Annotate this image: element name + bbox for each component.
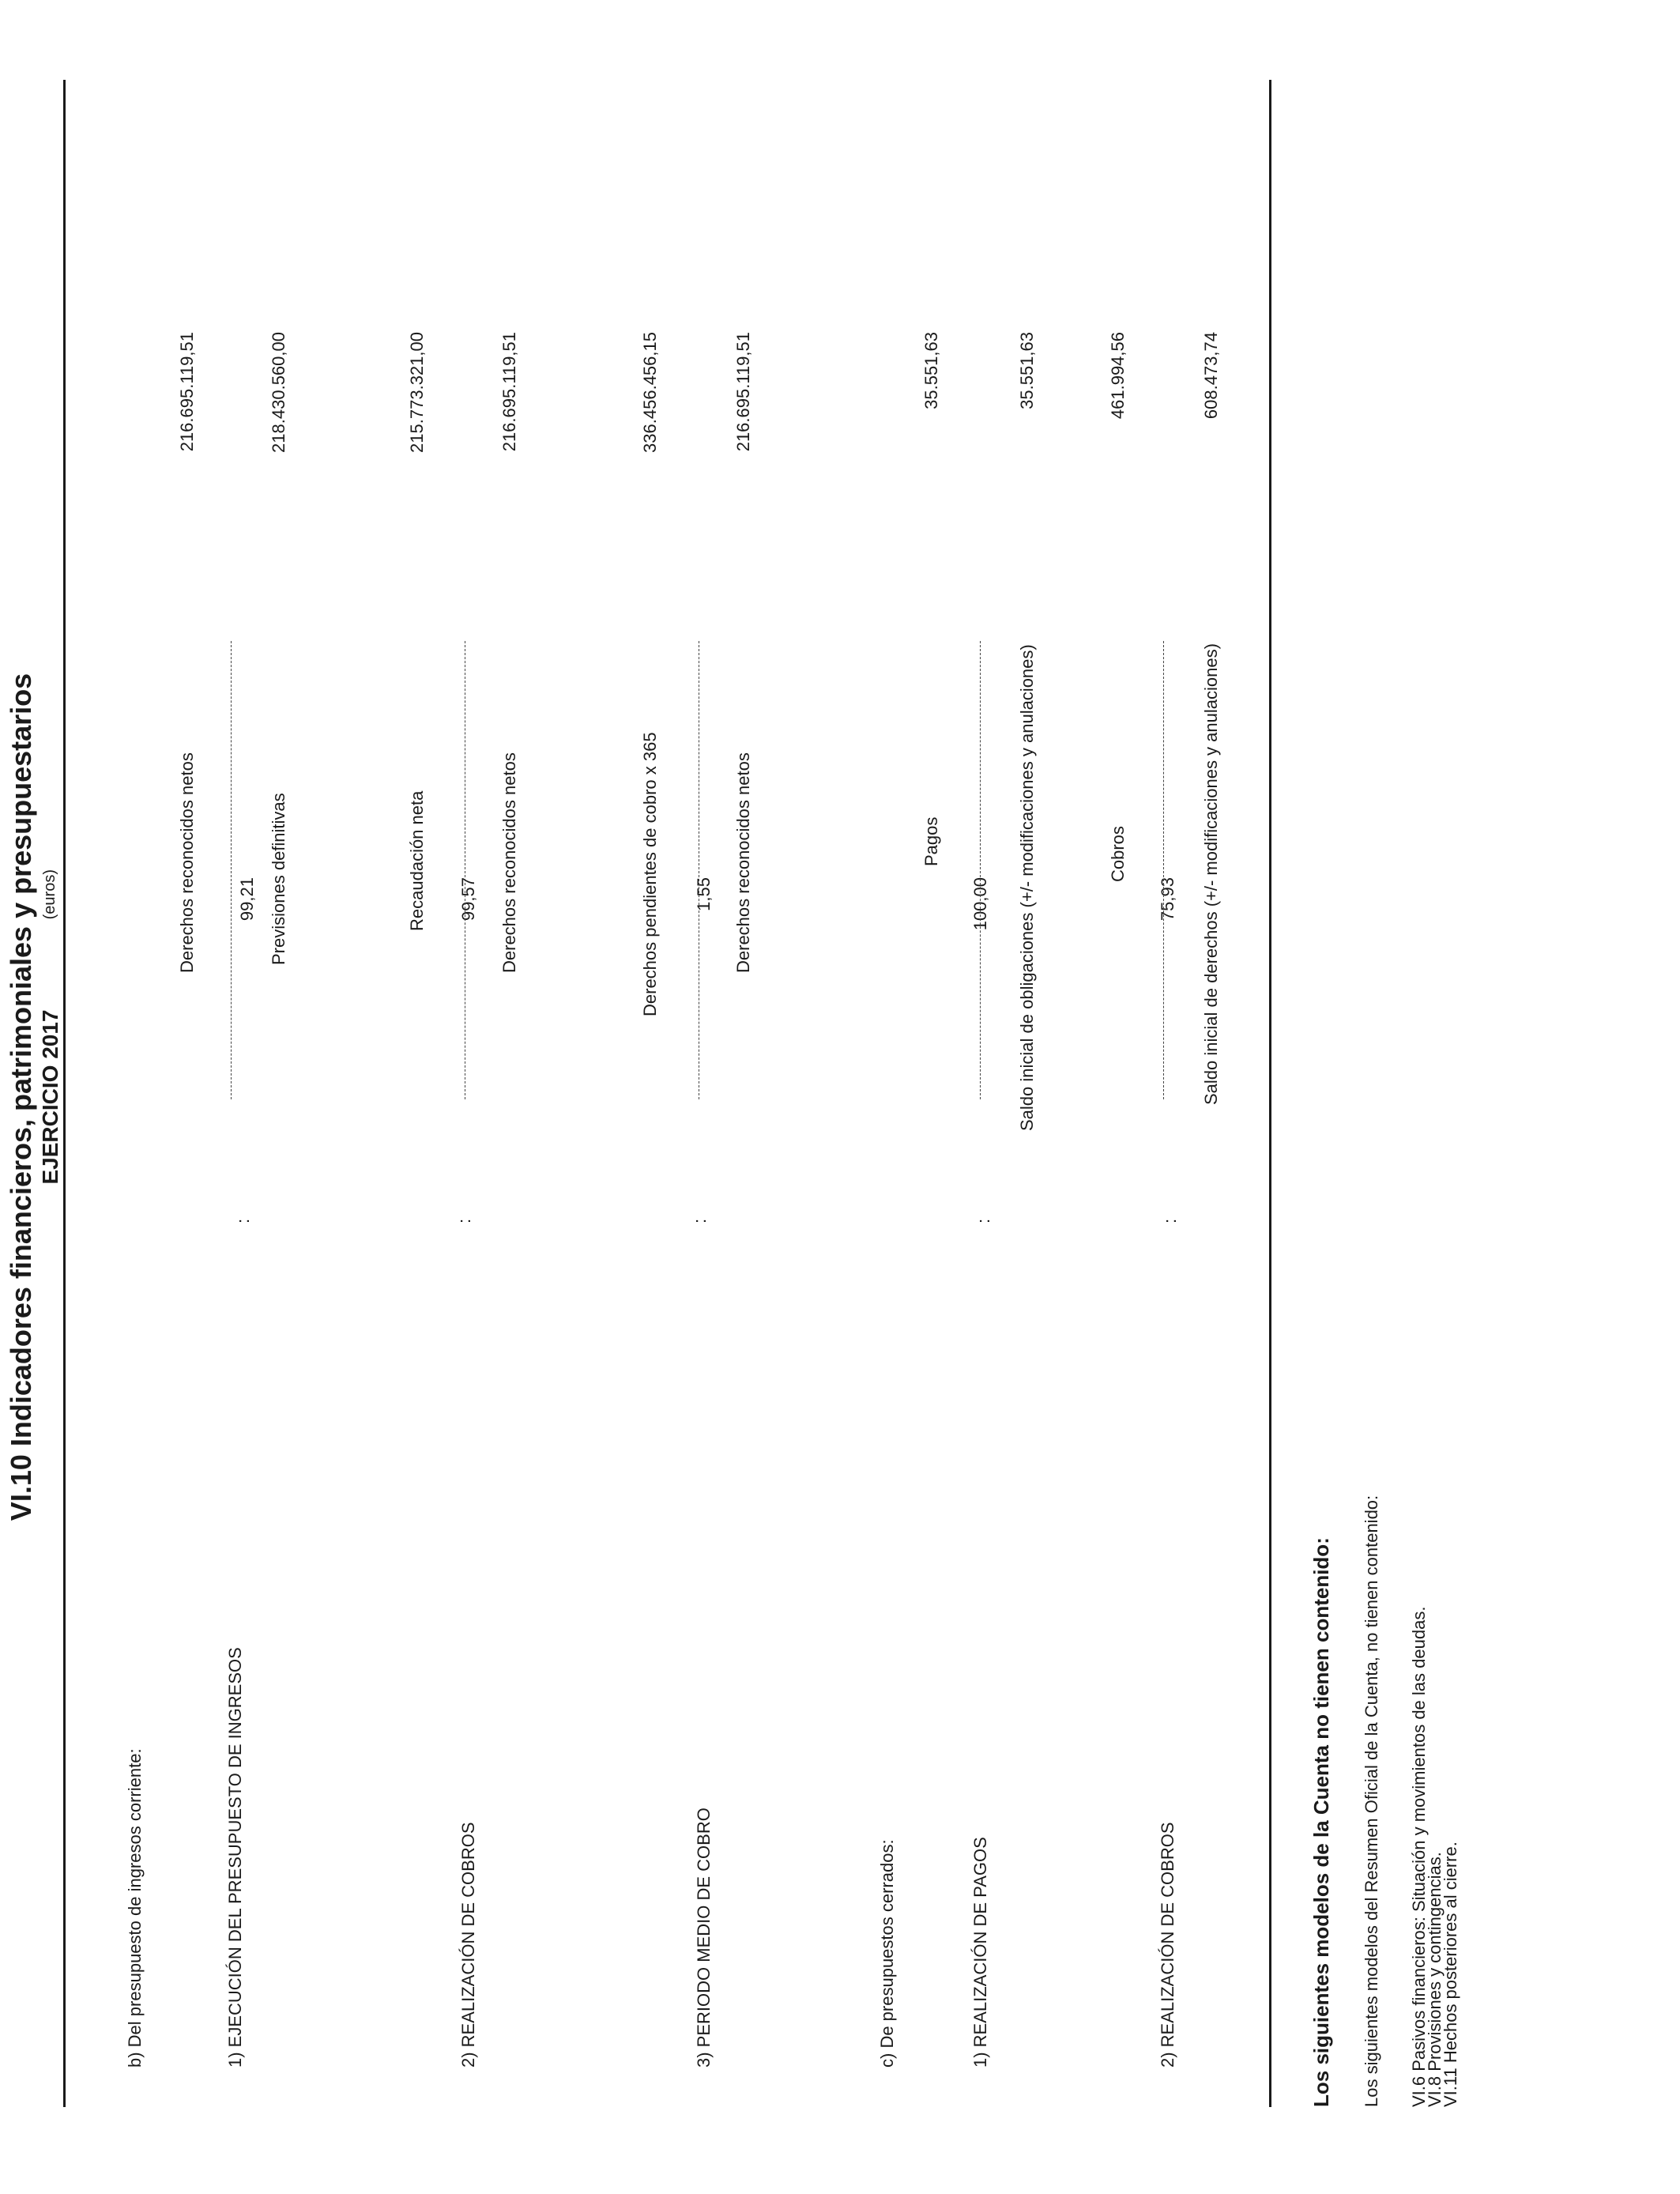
numerator-label: Derechos reconocidos netos (177, 752, 197, 973)
indicator-colon: : (690, 1218, 710, 1223)
indicator-value: 75,93 (1158, 877, 1177, 922)
indicator-name: 1) EJECUCIÓN DEL PRESUPUESTO DE INGRESOS (225, 1647, 245, 2068)
numerator-value: 215.773.321,00 (407, 332, 427, 453)
numerator-value: 216.695.119,51 (177, 332, 197, 452)
denominator-value: 218.430.560,00 (269, 332, 288, 453)
numerator-label: Pagos (921, 816, 941, 866)
numerator-label: Derechos pendientes de cobro x 365 (640, 732, 660, 1016)
denominator-label: Derechos reconocidos netos (733, 752, 753, 973)
page-title: VI.10 Indicadores financieros, patrimoniales y presupuestarios (5, 673, 37, 1521)
indicator-value: 1,55 (694, 877, 714, 911)
indicator-name: 2) REALIZACIÓN DE COBROS (1158, 1822, 1177, 2068)
denominator-label: Derechos reconocidos netos (499, 752, 519, 973)
section-b-heading: b) Del presupuesto de ingresos corriente: (125, 1748, 145, 2068)
indicator-value: 99,57 (458, 877, 478, 922)
fraction-line (231, 641, 232, 1099)
denominator-label: Previsiones definitivas (269, 793, 288, 965)
footer-item: VI.11 Hechos posteriores al cierre. (1441, 1842, 1460, 2107)
fraction-line (1163, 641, 1164, 1099)
units-label: (euros) (41, 869, 58, 920)
denominator-value: 216.695.119,51 (499, 332, 519, 452)
bottom-rule (1269, 80, 1271, 2107)
numerator-value: 336.456.456,15 (640, 332, 660, 453)
indicator-name: 2) REALIZACIÓN DE COBROS (458, 1822, 478, 2068)
denominator-value: 608.473,74 (1201, 332, 1221, 420)
numerator-value: 461.994,56 (1108, 332, 1128, 420)
section-c-heading: c) De presupuestos cerrados: (877, 1839, 897, 2068)
fraction-line (980, 641, 981, 1099)
footer-item: VI.6 Pasivos financieros: Situación y movimientos de las deudas. (1409, 1606, 1429, 2107)
denominator-label: Saldo inicial de obligaciones (+/- modificaciones y anulaciones) (1017, 644, 1037, 1131)
indicator-colon: : (454, 1218, 474, 1223)
indicator-colon: : (974, 1218, 993, 1223)
denominator-value: 216.695.119,51 (733, 332, 753, 452)
footer-heading: Los siguientes modelos de la Cuenta no tienen contenido: (1309, 1537, 1333, 2107)
numerator-value: 35.551,63 (921, 332, 941, 409)
denominator-label: Saldo inicial de derechos (+/- modificaciones y anulaciones) (1201, 643, 1221, 1105)
footer-item: VI.8 Provisiones y contingencias. (1425, 1852, 1445, 2107)
indicator-colon: : (233, 1218, 253, 1223)
indicator-value: 100,00 (970, 877, 990, 931)
indicator-name: 1) REALIZACIÓN DE PAGOS (970, 1837, 990, 2068)
denominator-value: 35.551,63 (1017, 332, 1037, 409)
indicator-name: 3) PERIODO MEDIO DE COBRO (694, 1808, 714, 2068)
numerator-label: Cobros (1108, 826, 1128, 882)
page-subtitle: EJERCICIO 2017 (38, 1009, 62, 1185)
footer-intro: Los siguientes modelos del Resumen Oficial de la Cuenta, no tienen contenido: (1362, 1495, 1381, 2107)
top-rule (63, 80, 66, 2107)
indicator-value: 99,21 (237, 877, 257, 922)
indicator-colon: : (1160, 1218, 1180, 1223)
numerator-label: Recaudación neta (407, 790, 427, 931)
